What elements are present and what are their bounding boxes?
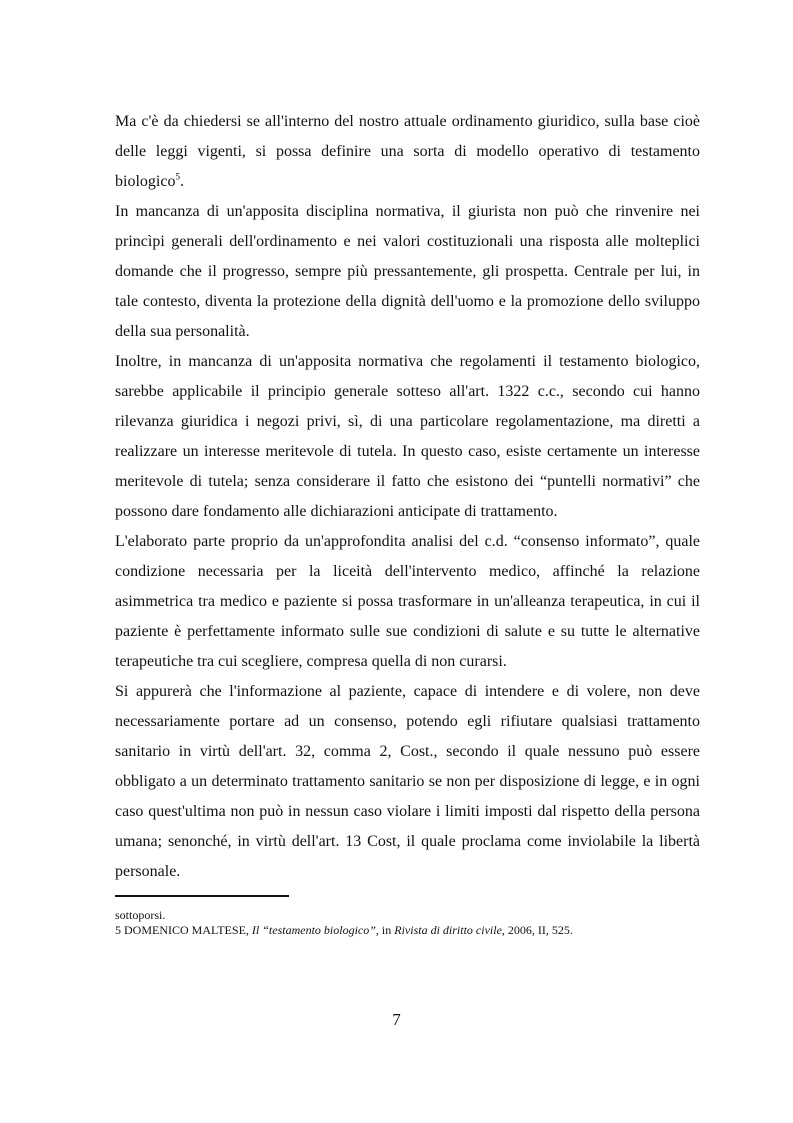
paragraph-3: Inoltre, in mancanza di un'apposita normativa che regolamenti il testamento biologico, sarebbe applicabile il principio generale sotteso all'art. 1322 c.c., secondo cui hanno rilevanza giuridica i negozi privi, sì, di una particolare regolamentazione, ma diretti a realizzare un interesse meritevole di tutela. In questo caso, esiste certamente un interesse meritevole di tutela; senza considerare il fatto che esistono dei “puntelli normativi” che possono dare fondamento alle dichiarazioni anticipate di trattamento. [115,353,700,520]
body-text [115,107,700,887]
footnote-5 [115,923,700,938]
footnote-5-sep: , in [375,923,392,937]
document-page [115,107,700,938]
footnote-separator [115,895,289,897]
footnote-5-details: , 2006, II, 525. [501,923,573,937]
paragraph-4: L'elaborato parte proprio da un'approfondita analisi del c.d. “consenso informato”, quale condizione necessaria per la liceità dell'intervento medico, affinché la relazione asimmetrica tra medico e paziente si possa trasformare in un'alleanza terapeutica, in cui il paziente è perfettamente informato sulle sue condizioni di salute e su tutte le alternative terapeutiche tra cui scegliere, compresa quella di non curarsi. [115,533,700,670]
footnote-reference-5[interactable]: 5 [175,171,180,182]
footnote-continued: sottoporsi. [115,908,166,922]
paragraph-1-text: Ma c'è da chiedersi se all'interno del nostro attuale ordinamento giuridico, sulla base cioè delle leggi vigenti, si possa definire una sorta di modello operativo di testamento biologico [115,113,700,190]
footnote-5-number: 5 [115,923,121,937]
footnotes [115,908,700,938]
footnote-5-journal: Rivista di diritto civile [394,923,502,937]
footnote-5-author: DOMENICO MALTESE, [124,923,249,937]
paragraph-2: In mancanza di un'apposita disciplina normativa, il giurista non può che rinvenire nei princìpi generali dell'ordinamento e nei valori costituzionali una risposta alle molteplici domande che il progresso, sempre più pressantemente, gli prospetta. Centrale per lui, in tale contesto, diventa la protezione della dignità dell'uomo e la promozione dello sviluppo della sua personalità. [115,203,700,340]
paragraph-5: Si appurerà che l'informazione al paziente, capace di intendere e di volere, non deve necessariamente portare ad un consenso, potendo egli rifiutare qualsiasi trattamento sanitario in virtù dell'art. 32, comma 2, Cost., secondo il quale nessuno può essere obbligato a un determinato trattamento sanitario se non per disposizione di legge, e in ogni caso quest'ultima non può in nessun caso violare i limiti imposti dal rispetto della persona umana; senonché, in virtù dell'art. 13 Cost, il quale proclama come inviolabile la libertà personale. [115,683,700,880]
paragraph-1-end: . [179,173,184,190]
footnote-5-title: Il “testamento biologico” [251,923,376,937]
paragraph-1 [115,107,700,197]
page-number: 7 [392,1010,401,1029]
